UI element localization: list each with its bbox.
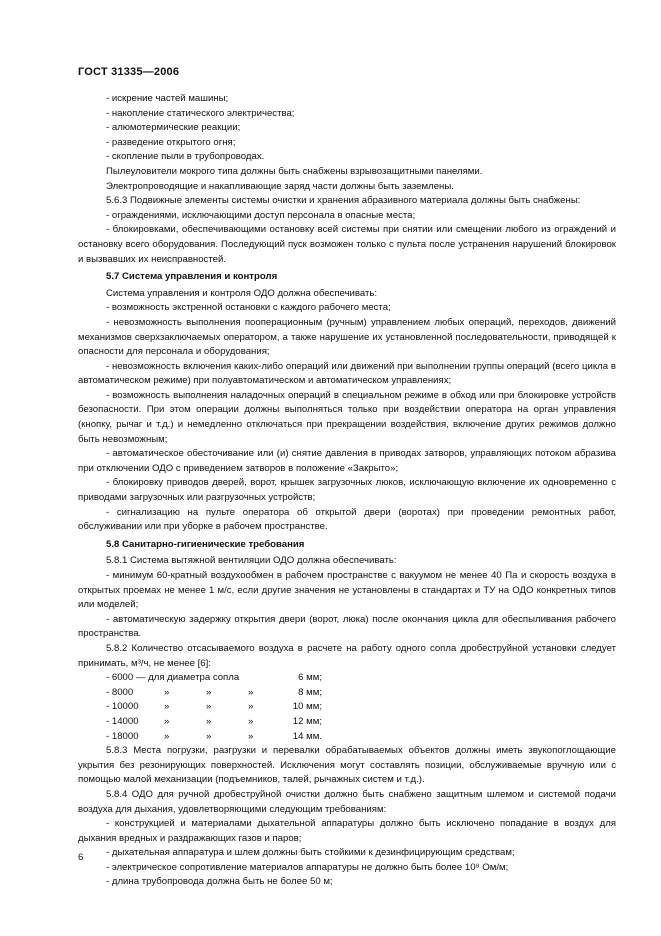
list-item: - возможность экстренной остановки с каждого рабочего места;: [106, 302, 391, 314]
table-cell: »: [164, 715, 170, 727]
list-item: - блокировку приводов дверей, ворот, крышек загрузочных люков, исключающую включение их одновременно с приводами загрузочных или разгрузочных устройств;: [78, 477, 616, 504]
section-heading-5-8: 5.8 Санитарно-гигиенические требования: [106, 538, 305, 550]
table-cell: 14 мм.: [292, 730, 322, 742]
list-item: - минимум 60-кратный воздухообмен в рабочем пространстве с вакуумом не менее 40 Па и скорость воздуха в открытых проемах не менее 1 м/с, если другие значения не установлены в стандартах и ТУ на ОДО конкретных типов или моделей;: [78, 570, 616, 611]
table-cell: »: [164, 701, 170, 713]
table-cell: - 14000: [106, 715, 139, 727]
list-item: - возможность выполнения наладочных операций в специальном режиме в обход или при блокировке устройств безопасности. При этом операции должны выполняться только при воздействии оператора на орган управления (кнопку, рычаг и т.д.) и немедленно отключаться при прекращении воздействия, включение других режимов должно быть невозможным;: [78, 389, 616, 445]
paragraph: Пылеуловители мокрого типа должны быть снабжены взрывозащитными панелями.: [106, 165, 483, 177]
table-row: [106, 715, 616, 730]
table-cell: »: [206, 730, 212, 742]
table-row: [106, 671, 616, 686]
list-item: - блокировками, обеспечивающими остановку всей системы при снятии или смещении любого из ограждений и остановку всего оборудования. Последующий пуск возможен только с пульта после устранения нарушений блокировок и вызвавших их неисправностей.: [78, 224, 616, 265]
clause-5-8-2: 5.8.2 Количество отсасываемого воздуха в расчете на работу одного сопла дробеструйной установки следует принимать, м³/ч, не менее [6]:: [78, 642, 616, 669]
list-item: - автоматическое обесточивание или (и) снятие давления в приводах затворов, управляющих потоком абразива при отключении ОДО с приведением затворов в положение «Закрыто»;: [78, 448, 616, 474]
clause-5-8-3: 5.8.3 Места погрузки, разгрузки и перевалки обрабатываемых объектов должны иметь звукопоглощающие укрытия без резонирующих поверхностей. Исключения могут составлять позиции, обслуживаемые вручную или с помощью малой механизации (подъемников, талей, рычажных систем и т.д.).: [78, 745, 616, 786]
table-cell: »: [164, 730, 170, 742]
table-cell: 12 мм;: [292, 715, 322, 727]
list-item: - конструкцией и материалами дыхательной аппаратуры должно быть исключено попадание в воздух для дыхания вредных и раздражающих газов и паров;: [78, 818, 616, 844]
table-cell: »: [206, 701, 212, 713]
section-heading-5-7: 5.7 Система управления и контроля: [106, 271, 278, 283]
list-item: - скопление пыли в трубопроводах.: [106, 151, 265, 163]
page-number: 6: [78, 852, 84, 863]
list-item: - сигнализацию на пульте оператора об открытой двери (воротах) при проведении ремонтных работ, обслуживании или при уборке в рабочем пространстве.: [78, 506, 616, 533]
table-cell: - 10000: [106, 701, 139, 713]
nozzle-air-table: [78, 671, 616, 744]
list-item: - электрическое сопротивление материалов аппаратуры не должно быть более 10⁸ Ом/м;: [106, 861, 509, 873]
table-cell: »: [206, 686, 212, 698]
list-item: - ограждениями, исключающими доступ персонала в опасные места;: [106, 209, 416, 221]
clause-5-8-4: 5.8.4 ОДО для ручной дробеструйной очистки должно быть снабжено защитным шлемом и системой подачи воздуха для дыхания, удовлетворяющими следующим требованиям:: [78, 788, 616, 815]
table-cell: 10 мм;: [292, 701, 322, 713]
document-header: ГОСТ 31335—2006: [78, 66, 180, 78]
table-cell: - 8000: [106, 686, 134, 698]
table-cell: - 18000: [106, 730, 139, 742]
list-item: - искрение частей машины;: [106, 93, 229, 104]
table-row: [106, 730, 616, 745]
table-row: [106, 700, 616, 715]
table-cell: »: [164, 686, 170, 698]
clause-5-6-3: 5.6.3 Подвижные элементы системы очистки и хранения абразивного материала должны быть снабжены:: [106, 195, 581, 207]
list-item: - алюмотермические реакции;: [106, 122, 241, 134]
list-item: - дыхательная аппаратура и шлем должны быть стойкими к дезинфицирующим средствам;: [106, 847, 515, 859]
document-body: [78, 92, 616, 890]
list-item: - накопление статического электричества;: [106, 107, 295, 119]
table-cell: »: [248, 715, 254, 727]
table-cell: - 6000 — для диаметра сопла: [106, 672, 240, 684]
table-cell: »: [248, 686, 254, 698]
paragraph: Система управления и контроля ОДО должна обеспечивать:: [106, 287, 378, 299]
clause-5-8-1: 5.8.1 Система вытяжной вентиляции ОДО должна обеспечивать:: [106, 555, 397, 567]
table-cell: 6 мм;: [298, 672, 322, 684]
table-cell: 8 мм;: [298, 686, 322, 698]
list-item: - автоматическую задержку открытия двери (ворот, люка) после окончания цикла для обеспыливания рабочего пространства.: [78, 613, 616, 640]
list-item: - невозможность выполнения пооперационным (ручным) управлением любых операций, переходов, движений механизмов сверхзаключаемых оператором, а также нарушение их установленной последовательности, приводящей к опасности для персонала и оборудования;: [78, 316, 616, 358]
paragraph: Электропроводящие и накапливающие заряд части должны быть заземлены.: [106, 180, 454, 192]
list-item: - длина трубопровода должна быть не более 50 м;: [106, 876, 333, 888]
table-cell: »: [206, 715, 212, 727]
table-row: [106, 686, 616, 701]
list-item: - невозможность включения каких-либо операций или движений при выполнении группы операций (всего цикла в автоматическом режиме) при полуавтоматическом и автоматическом управлениях;: [78, 360, 616, 387]
table-cell: »: [248, 701, 254, 713]
table-cell: »: [248, 730, 254, 742]
list-item: - разведение открытого огня;: [106, 136, 236, 148]
